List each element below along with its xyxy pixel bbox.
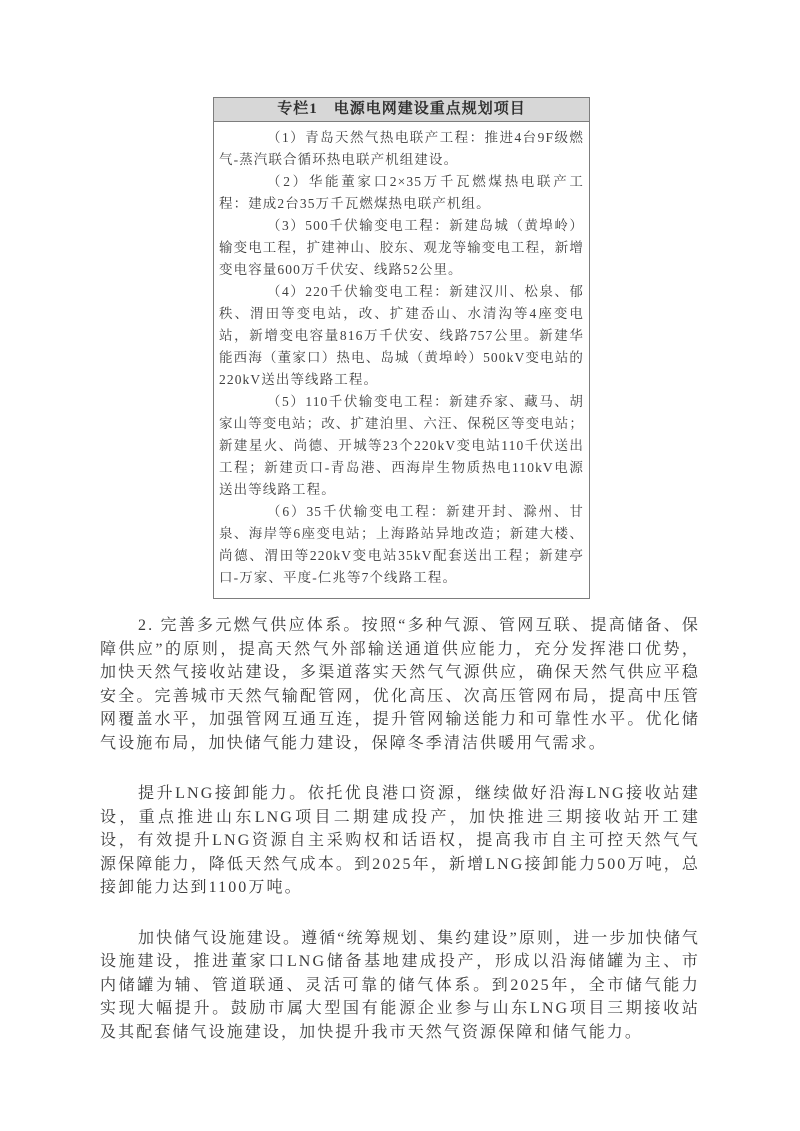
panel-item-3: （3）500千伏输变电工程：新建岛城（黄埠岭）输变电工程，扩建神山、胶东、观龙等输变电工程，新增变电容量600万千伏安、线路52公里。 (219, 218, 584, 277)
body-text (100, 614, 700, 1071)
panel-item-1: （1）青岛天然气热电联产工程：推进4台9F级燃气-蒸汽联合循环热电联产机组建设。 (219, 130, 584, 167)
panel-body (214, 122, 589, 598)
panel-title: 电源电网建设重点规划项目 (333, 101, 526, 117)
panel-item-5: （5）110千伏输变电工程：新建乔家、藏马、胡家山等变电站；改、扩建泊里、六汪、保税区等变电站；新建星火、尚德、开城等23个220kV变电站110千伏送出工程；新建贡口-青岛港、西海岸生物质热电110kV电源送出等线路工程。 (219, 394, 584, 497)
panel-item-4: （4）220千伏输变电工程：新建汉川、松泉、郁秩、渭田等变电站，改、扩建岙山、水清沟等4座变电站，新增变电容量816万千伏安、线路757公里。新建华能西海（董家口）热电、岛城（黄埠岭）500kV变电站的220kV送出等线路工程。 (219, 284, 584, 387)
panel-label: 专栏1 (277, 101, 318, 117)
paragraph-gas-storage: 加快储气设施建设。遵循“统筹规划、集约建设”原则，进一步加快储气设施建设，推进董家口LNG储备基地建成投产，形成以沿海储罐为主、市内储罐为辅、管道联通、灵活可靠的储气体系。到2025年，全市储气能力实现大幅提升。鼓励市属大型国有能源企业参与山东LNG项目三期接收站及其配套储气设施建设，加快提升我市天然气资源保障和储气能力。 (100, 929, 700, 1041)
paragraph-gas-supply-system: 2. 完善多元燃气供应体系。按照“多种气源、管网互联、提高储备、保障供应”的原则，提高天然气外部输送通道供应能力，充分发挥港口优势，加快天然气接收站建设，多渠道落实天然气气源供应，确保天然气供应平稳安全。完善城市天然气输配管网，优化高压、次高压管网布局，提高中压管网覆盖水平，加强管网互通互连，提升管网输送能力和可靠性水平。优化储气设施布局，加快储气能力建设，保障冬季清洁供暖用气需求。 (100, 617, 700, 752)
panel-item-2: （2）华能董家口2×35万千瓦燃煤热电联产工程：建成2台35万千瓦燃煤热电联产机组。 (219, 174, 584, 211)
panel-item-6: （6）35千伏输变电工程：新建开封、滁州、甘泉、海岸等6座变电站；上海路站异地改造；新建大楼、尚德、渭田等220kV变电站35kV配套送出工程；新建亭口-万家、平度-仁兆等7个线路工程。 (219, 504, 584, 585)
panel-header (214, 98, 589, 122)
highlight-panel (213, 97, 590, 599)
paragraph-lng-unloading: 提升LNG接卸能力。依托优良港口资源，继续做好沿海LNG接收站建设，重点推进山东LNG项目二期建成投产，加快推进三期接收站开工建设，有效提升LNG资源自主采购权和话语权，提高我市自主可控天然气气源保障能力，降低天然气成本。到2025年，新增LNG接卸能力500万吨，总接卸能力达到1100万吨。 (100, 785, 700, 896)
